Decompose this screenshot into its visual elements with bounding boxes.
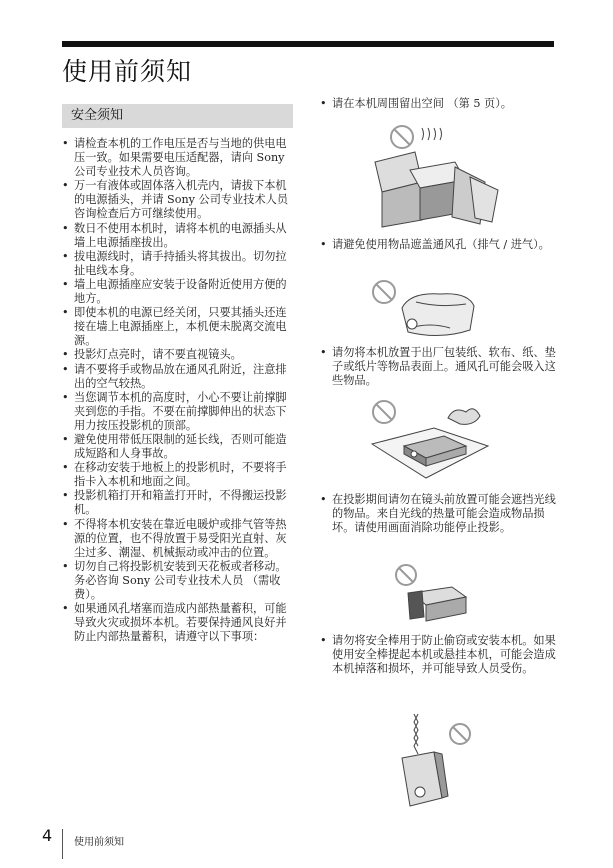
footer-divider bbox=[62, 829, 63, 859]
prohibited-icon bbox=[450, 724, 470, 744]
list-item: • 如果通风孔堵塞而造成内部热量蓄积，可能导致火灾或损坏本机。若要保持通风良好并防止内部热量蓄积，请遵守以下事项： bbox=[62, 602, 294, 644]
title-rule bbox=[62, 41, 554, 47]
list-item: • 墙上电源插座应安装于设备附近使用方便的地方。 bbox=[62, 278, 294, 306]
page-number: 4 bbox=[42, 826, 53, 845]
footer-section-title: 使用前须知 bbox=[74, 837, 124, 848]
list-item: • 当您调节本机的高度时，小心不要让前撑脚夹到您的手指。不要在前撑脚伸出的状态下用力按压投影机的顶部。 bbox=[62, 391, 294, 433]
list-item: • 切勿自己将投影机安装到天花板或者移动。务必咨询 Sony 公司专业技术人员 （需收费）。 bbox=[62, 560, 294, 602]
prohibited-icon bbox=[373, 401, 395, 423]
ventilation-list bbox=[320, 238, 556, 252]
list-item: • 请勿将本机放置于出厂包装纸、软布、纸、垫子或纸片等物品表面上。通风孔可能会吸入这些物品。 bbox=[320, 346, 556, 388]
list-item: • 拔电源线时，请手持插头将其拔出。切勿拉扯电线本身。 bbox=[62, 250, 294, 278]
list-item: • 请检查本机的工作电压是否与当地的供电电压一致。如果需要电压适配器，请向 Sony 公司专业技术人员咨询。 bbox=[62, 137, 294, 179]
section-header: 安全须知 bbox=[62, 104, 293, 128]
list-item: • 不得将本机安装在靠近电暖炉或排气管等热源的位置，也不得放置于易受阳光直射、灰尘过多、潮湿、机械振动或冲击的位置。 bbox=[62, 518, 294, 560]
projector-boxes-illustration bbox=[370, 122, 500, 232]
list-item: • 在投影期间请勿在镜头前放置可能会遮挡光线的物品。来自光线的热量可能会造成物品损坏。请使用画面消除功能停止投影。 bbox=[320, 493, 556, 535]
list-item: • 即使本机的电源已经关闭，只要其插头还连接在墙上电源插座上，本机便未脱离交流电源。 bbox=[62, 306, 294, 348]
projection-list bbox=[320, 493, 556, 535]
security-bar-list bbox=[320, 634, 556, 676]
safety-list bbox=[62, 137, 294, 644]
list-item: • 投影机箱打开和箱盖打开时，不得搬运投影机。 bbox=[62, 489, 294, 517]
list-item: • 请避免使用物品遮盖通风孔（排气 / 进气）。 bbox=[320, 238, 556, 252]
list-item: • 投影灯点亮时，请不要直视镜头。 bbox=[62, 348, 294, 362]
prohibited-icon bbox=[396, 565, 416, 585]
prohibited-icon bbox=[391, 126, 413, 148]
prohibited-icon bbox=[373, 281, 395, 303]
ventilation-list bbox=[320, 346, 556, 388]
list-item: • 避免使用带低压限制的延长线，否则可能造成短路和人身事故。 bbox=[62, 433, 294, 461]
list-item: • 万一有液体或固体落入机壳内，请拔下本机的电源插头，并请 Sony 公司专业技术人员咨询检查后方可继续使用。 bbox=[62, 179, 294, 221]
hanging-projector-illustration bbox=[390, 712, 480, 812]
list-item: • 在移动安装于地板上的投影机时，不要将手指卡入本机和地面之间。 bbox=[62, 461, 294, 489]
ventilation-list bbox=[320, 97, 556, 111]
page-title: 使用前须知 bbox=[62, 57, 193, 86]
list-item: • 请勿将安全棒用于防止偷窃或安装本机。如果使用安全棒提起本机或悬挂本机，可能会造成本机掉落和损坏，并可能导致人员受伤。 bbox=[320, 634, 556, 676]
list-item: • 请在本机周围留出空间 （第 5 页）。 bbox=[320, 97, 556, 111]
list-item: • 请不要将手或物品放在通风孔附近，注意排出的空气较热。 bbox=[62, 363, 294, 391]
list-item: • 数日不使用本机时，请将本机的电源插头从墙上电源插座拔出。 bbox=[62, 222, 294, 250]
covered-projector-illustration bbox=[370, 278, 490, 343]
blocked-lens-illustration bbox=[390, 563, 470, 623]
projector-on-cloth-illustration bbox=[370, 398, 490, 480]
